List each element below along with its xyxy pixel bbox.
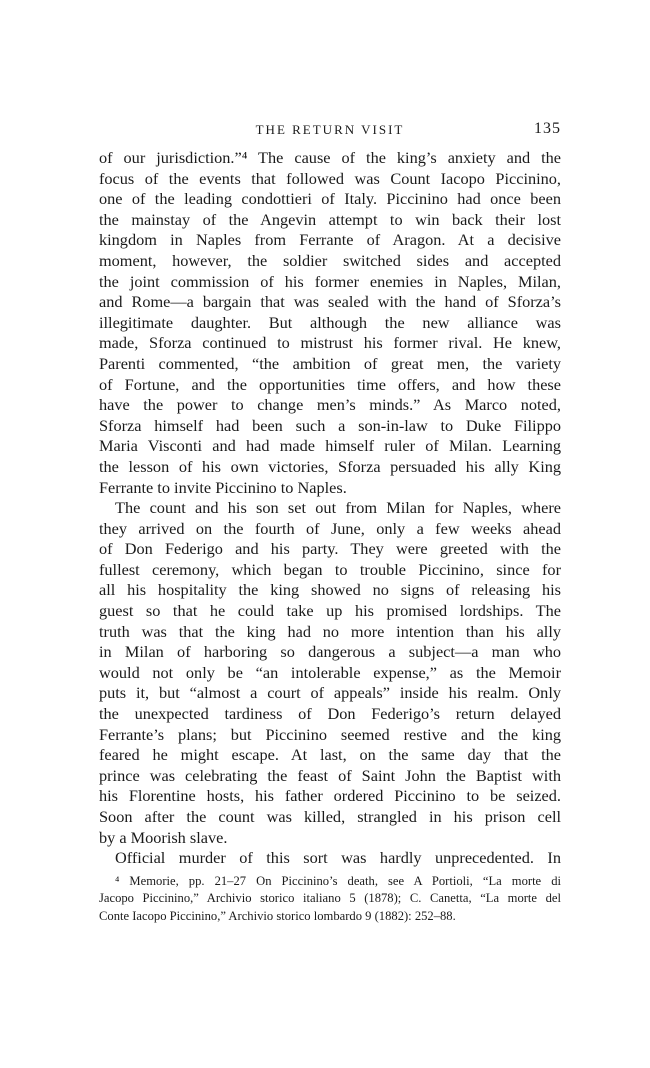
text-line: Parenti commented, “the ambition of great men, the variety <box>99 353 561 373</box>
footnote-line: Conte Iacopo Piccinino,” Archivio storico lombardo 9 (1882): 252–88. <box>99 908 456 923</box>
text-line: moment, however, the soldier switched sides and accepted <box>99 250 561 270</box>
text-line: Ferrante to invite Piccinino to Naples. <box>99 477 347 497</box>
footnote-line: ⁴ Memorie, pp. 21–27 On Piccinino’s death, see A Portioli, “La morte di <box>115 873 561 888</box>
text-line: the unexpected tardiness of Don Federigo’s return delayed <box>99 704 561 724</box>
text-line: illegitimate daughter. But although the new alliance was <box>99 312 561 332</box>
running-title: THE RETURN VISIT <box>255 122 405 137</box>
text-line: prince was celebrating the feast of Saint John the Baptist with <box>99 765 561 785</box>
text-line: in Milan of harboring so dangerous a subject—a man who <box>99 642 561 662</box>
text-line: they arrived on the fourth of June, only a few weeks ahead <box>99 518 561 538</box>
page-number: 135 <box>534 120 561 137</box>
text-line: Official murder of this sort was hardly unprecedented. In <box>115 848 561 868</box>
text-line: would not only be “an intolerable expense,” as the Memoir <box>99 662 561 682</box>
text-line: kingdom in Naples from Ferrante of Aragon. At a decisive <box>99 230 561 250</box>
text-line: and Rome—a bargain that was sealed with the hand of Sforza’s <box>99 292 561 312</box>
text-line: Maria Visconti and had made himself ruler of Milan. Learning <box>99 436 561 456</box>
text-line: made, Sforza continued to mistrust his former rival. He knew, <box>99 333 561 353</box>
text-line: focus of the events that followed was Count Iacopo Piccinino, <box>99 168 561 188</box>
text-line: Ferrante’s plans; but Piccinino seemed restive and the king <box>99 724 561 744</box>
text-line: all his hospitality the king showed no signs of releasing his <box>99 580 561 600</box>
text-line: have the power to change men’s minds.” As Marco noted, <box>99 395 561 415</box>
text-line: Sforza himself had been such a son-in-law to Duke Filippo <box>99 415 561 435</box>
text-line: puts it, but “almost a court of appeals” inside his realm. Only <box>99 683 561 703</box>
text-line: fullest ceremony, which began to trouble Piccinino, since for <box>99 559 561 579</box>
footnotes <box>99 873 561 926</box>
text-line: the lesson of his own victories, Sforza persuaded his ally King <box>99 456 561 476</box>
footnote-line: Jacopo Piccinino,” Archivio storico italiano 5 (1878); C. Canetta, “La morte del <box>99 891 561 906</box>
text-line: the mainstay of the Angevin attempt to win back their lost <box>99 209 561 229</box>
text-line: of Don Federigo and his party. They were greeted with the <box>99 539 561 559</box>
text-line: the joint commission of his former enemies in Naples, Milan, <box>99 271 561 291</box>
body-text <box>99 148 561 869</box>
book-page <box>99 120 561 925</box>
text-line: his Florentine hosts, his father ordered Piccinino to be seized. <box>99 786 561 806</box>
text-line: truth was that the king had no more intention than his ally <box>99 621 561 641</box>
running-head <box>99 120 561 144</box>
text-line: of our jurisdiction.”⁴ The cause of the king’s anxiety and the <box>99 148 561 167</box>
text-line: feared he might escape. At last, on the same day that the <box>99 745 561 765</box>
text-line: one of the leading condottieri of Italy. Piccinino had once been <box>99 189 561 209</box>
text-line: guest so that he could take up his promised lordships. The <box>99 601 561 621</box>
text-line: The count and his son set out from Milan for Naples, where <box>115 498 561 518</box>
text-line: by a Moorish slave. <box>99 827 228 847</box>
text-line: Soon after the count was killed, strangled in his prison cell <box>99 807 561 826</box>
text-line: of Fortune, and the opportunities time offers, and how these <box>99 374 561 394</box>
